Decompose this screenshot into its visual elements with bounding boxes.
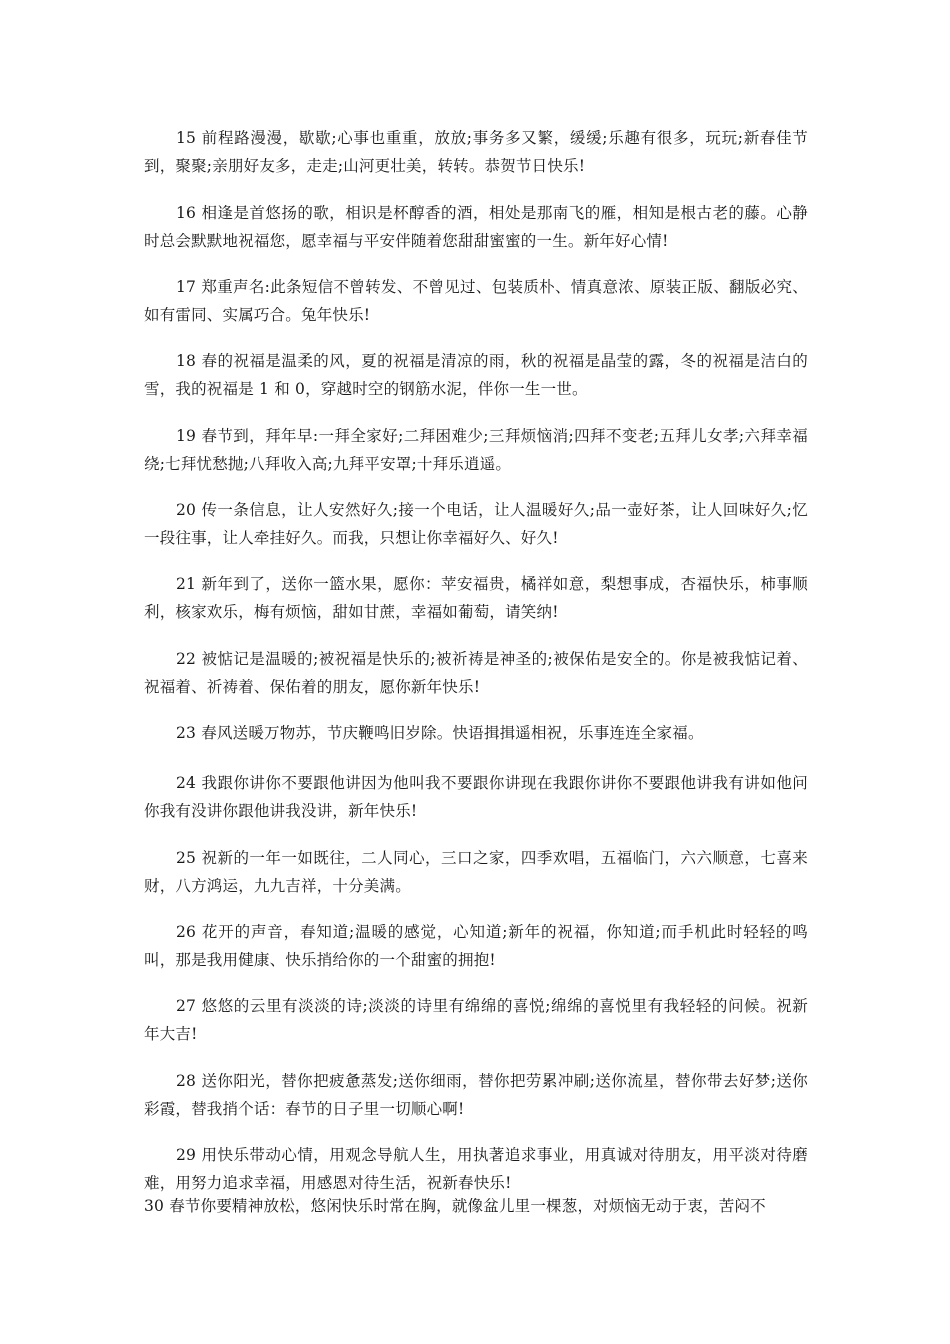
paragraph-20: 20 传一条信息，让人安然好久;接一个电话，让人温暖好久;品一壶好茶，让人回味好久;忆一段往事，让人牵挂好久。而我，只想让你幸福好久、好久!	[144, 501, 808, 547]
paragraph-25: 25 祝新的一年一如既往，二人同心，三口之家，四季欢唱，五福临门，六六顺意，七喜来财，八方鸿运，九九吉祥，十分美满。	[144, 849, 808, 895]
paragraph-29: 29 用快乐带动心情，用观念导航人生，用执著追求事业，用真诚对待朋友，用平淡对待磨难，用努力追求幸福，用感恩对待生活，祝新春快乐!	[144, 1146, 808, 1192]
paragraph-19: 19 春节到，拜年早:一拜全家好;二拜困难少;三拜烦恼消;四拜不变老;五拜儿女孝;六拜幸福绕;七拜忧愁抛;八拜收入高;九拜平安罩;十拜乐逍遥。	[144, 427, 808, 473]
paragraph-15: 15 前程路漫漫，歇歇;心事也重重，放放;事务多又繁，缓缓;乐趣有很多，玩玩;新春佳节到，聚聚;亲朋好友多，走走;山河更壮美，转转。恭贺节日快乐!	[144, 129, 808, 175]
paragraph-21: 21 新年到了，送你一篮水果，愿你：苹安福贵，橘祥如意，梨想事成，杏福快乐，柿事顺利，核家欢乐，梅有烦恼，甜如甘蔗，幸福如葡萄，请笑纳!	[144, 575, 808, 621]
paragraph-30: 30 春节你要精神放松，悠闲快乐时常在胸，就像盆儿里一棵葱，对烦恼无动于衷，苦闷不	[144, 1197, 766, 1215]
paragraph-24: 24 我跟你讲你不要跟他讲因为他叫我不要跟你讲现在我跟你讲你不要跟他讲我有讲如他问你我有没讲你跟他讲我没讲，新年快乐!	[144, 774, 808, 820]
paragraph-16: 16 相逢是首悠扬的歌，相识是杯醇香的酒，相处是那南飞的雁，相知是根古老的藤。心静时总会默默地祝福您，愿幸福与平安伴随着您甜甜蜜蜜的一生。新年好心情!	[144, 204, 808, 250]
paragraph-27: 27 悠悠的云里有淡淡的诗;淡淡的诗里有绵绵的喜悦;绵绵的喜悦里有我轻轻的问候。祝新年大吉!	[144, 997, 808, 1043]
paragraph-18: 18 春的祝福是温柔的风，夏的祝福是清凉的雨，秋的祝福是晶莹的露，冬的祝福是洁白的雪，我的祝福是 1 和 0，穿越时空的钢筋水泥，伴你一生一世。	[144, 352, 808, 398]
paragraph-23: 23 春风送暖万物苏，节庆鞭鸣旧岁除。快语揖揖遥相祝，乐事连连全家福。	[176, 724, 704, 742]
paragraph-17: 17 郑重声名:此条短信不曾转发、不曾见过、包装质朴、情真意浓、原装正版、翻版必究、如有雷同、实属巧合。兔年快乐!	[144, 278, 808, 324]
paragraph-28: 28 送你阳光，替你把疲惫蒸发;送你细雨，替你把劳累冲刷;送你流星，替你带去好梦;送你彩霞，替我捎个话：春节的日子里一切顺心啊!	[144, 1072, 808, 1118]
paragraph-22: 22 被惦记是温暖的;被祝福是快乐的;被祈祷是神圣的;被保佑是安全的。你是被我惦记着、祝福着、祈祷着、保佑着的朋友，愿你新年快乐!	[144, 650, 808, 696]
paragraph-26: 26 花开的声音，春知道;温暖的感觉，心知道;新年的祝福，你知道;而手机此时轻轻的鸣叫，那是我用健康、快乐捎给你的一个甜蜜的拥抱!	[144, 923, 808, 969]
